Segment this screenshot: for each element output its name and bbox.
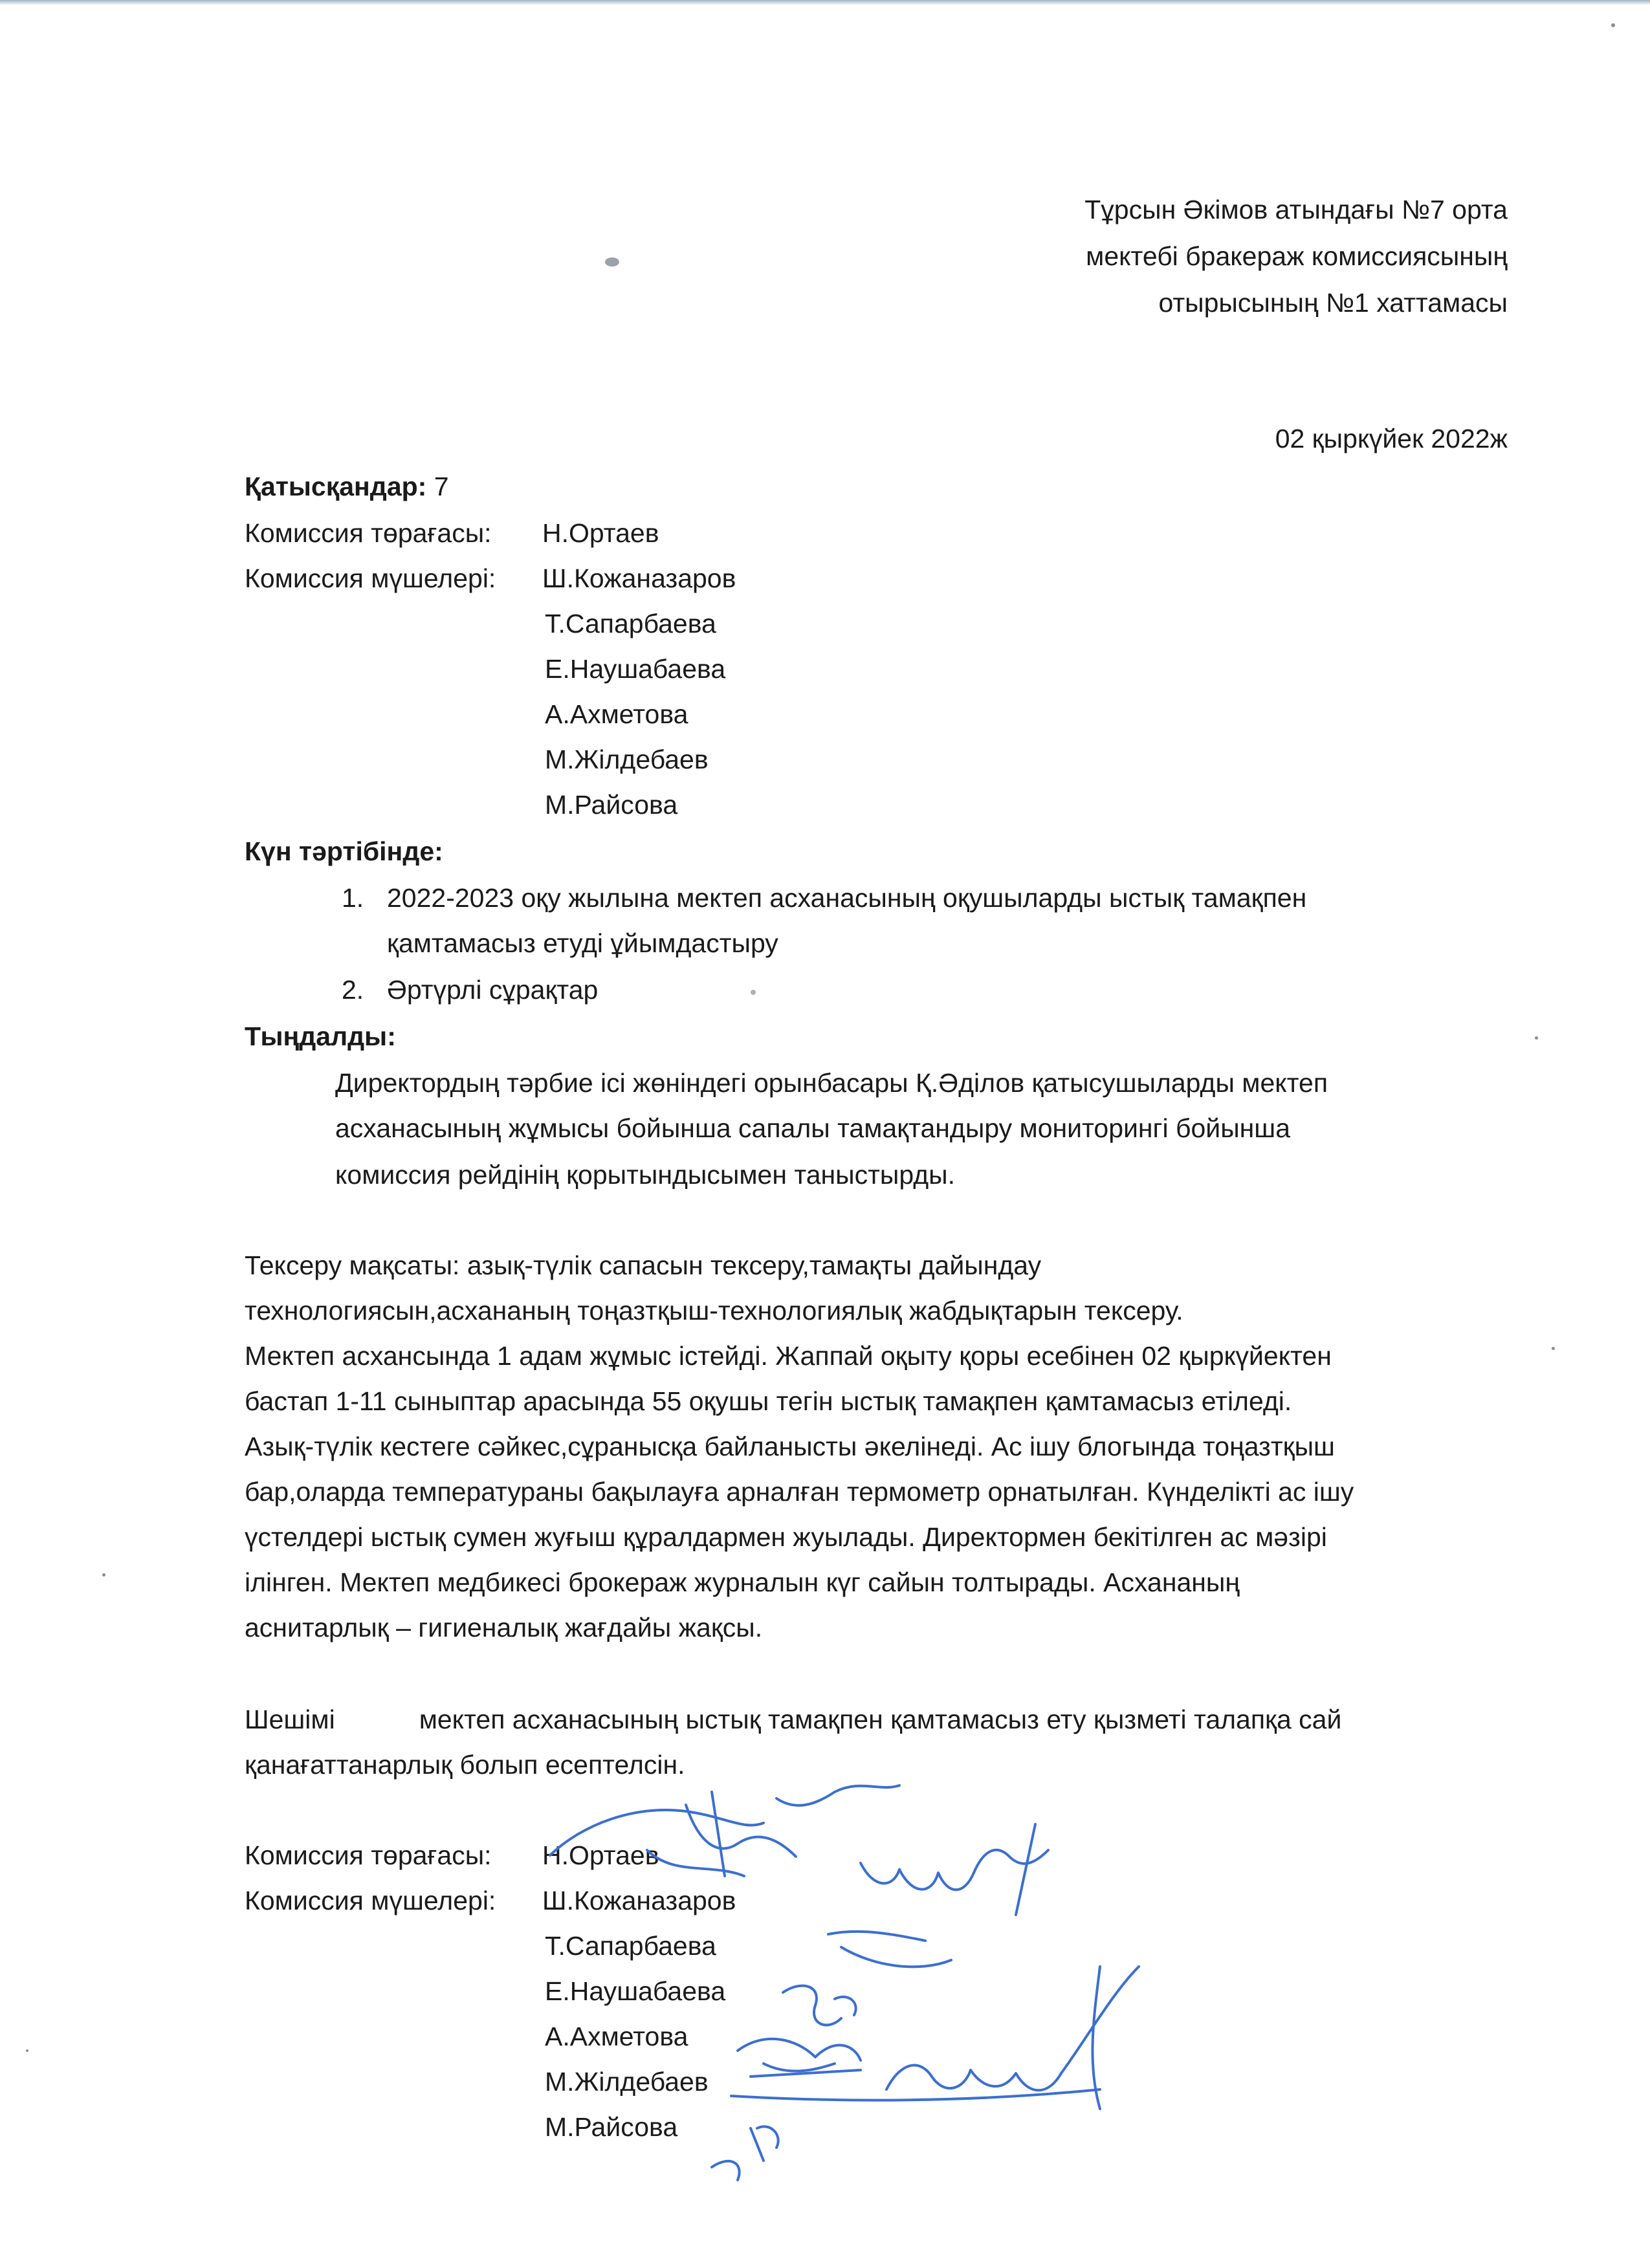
decision-line-1 bbox=[245, 1703, 1341, 1736]
heard-line: комиссия рейдінің қорытындысымен таныстырды. bbox=[335, 1160, 956, 1190]
body-line: технологиясын,асхананың тоңазтқыш-технологиялық жабдықтарын тексеру. bbox=[245, 1296, 1183, 1325]
heard-line: Директордың тәрбие ісі жөніндегі орынбасары Қ.Әділов қатысушыларды мектеп bbox=[335, 1068, 1328, 1098]
body-line: аснитарлық – гигиеналық жағдайы жақсы. bbox=[245, 1613, 763, 1642]
signoff-member-name: Е.Наушабаева bbox=[545, 1976, 726, 2006]
member-name: М.Жілдебаев bbox=[545, 745, 709, 774]
agenda-item-text: 2022-2023 оқу жылына мектеп асханасының оқушыларды ыстық тамақпен bbox=[387, 883, 1307, 913]
scan-speck bbox=[1611, 23, 1615, 27]
member-name: Т.Сапарбаева bbox=[545, 609, 716, 638]
header-line-2: мектебі бракераж комиссиясының bbox=[1086, 241, 1508, 271]
heard-line: асханасының жұмысы бойынша сапалы тамақтандыру мониторингі бойынша bbox=[335, 1113, 1290, 1143]
signoff-member-name: М.Райсова bbox=[545, 2112, 678, 2142]
agenda-item-number: 1. bbox=[342, 883, 364, 913]
agenda-item-number: 2. bbox=[342, 975, 364, 1005]
member-name: А.Ахметова bbox=[545, 699, 688, 729]
decision-text: мектеп асханасының ыстық тамақпен қамтамасыз ету қызметі талапқа сай bbox=[419, 1705, 1342, 1734]
signoff-chair-name: Н.Ортаев bbox=[542, 1840, 659, 1870]
decision-label: Шешімі bbox=[245, 1705, 335, 1734]
attendees-line bbox=[245, 470, 449, 503]
signoff-member-name: М.Жілдебаев bbox=[545, 2067, 709, 2097]
decision-line-2: қанағаттанарлық болып есептелсін. bbox=[245, 1750, 685, 1780]
attendees-count: 7 bbox=[426, 472, 449, 501]
header-line-3: отырысының №1 хаттамасы bbox=[1158, 288, 1508, 318]
body-line: бар,оларда температураны бақылауға арналған термометр орнатылған. Күнделікті ас ішу bbox=[245, 1477, 1354, 1507]
scan-speck bbox=[605, 257, 619, 267]
chair-label: Комиссия төрағасы: bbox=[245, 518, 492, 548]
member-name: Е.Наушабаева bbox=[545, 654, 726, 684]
signoff-chair-label: Комиссия төрағасы: bbox=[245, 1840, 492, 1870]
agenda-item-1 bbox=[342, 881, 1306, 915]
body-line: үстелдері ыстық сумен жуғыш құралдармен жуылады. Директормен бекітілген ас мәзірі bbox=[245, 1522, 1327, 1552]
body-line: ілінген. Мектеп медбикесі брокераж журналын күг сайын толтырады. Асхананың bbox=[245, 1567, 1240, 1597]
agenda-item-1-continued: қамтамасыз етуді ұйымдастыру bbox=[387, 928, 778, 958]
signoff-member-name: Т.Сапарбаева bbox=[545, 1931, 716, 1961]
agenda-item-text: Әртүрлі сұрақтар bbox=[387, 975, 599, 1005]
member-name: Ш.Кожаназаров bbox=[542, 563, 736, 593]
attendees-label: Қатысқандар: bbox=[245, 472, 427, 501]
scan-speck bbox=[102, 1573, 105, 1576]
signoff-member-name: А.Ахметова bbox=[545, 2022, 688, 2051]
heard-label: Тыңдалды: bbox=[245, 1021, 396, 1051]
header-line-1: Тұрсын Әкімов атындағы №7 орта bbox=[1084, 195, 1508, 224]
document-date: 02 қыркүйек 2022ж bbox=[1275, 424, 1508, 453]
agenda-item-2 bbox=[342, 973, 598, 1007]
signoff-members-label: Комиссия мүшелері: bbox=[245, 1886, 496, 1915]
chair-name: Н.Ортаев bbox=[542, 518, 659, 548]
scan-speck bbox=[26, 2049, 28, 2052]
signoff-member-name: Ш.Кожаназаров bbox=[542, 1886, 736, 1915]
body-line: Тексеру мақсаты: азық-түлік сапасын тексеру,тамақты дайындау bbox=[245, 1250, 1042, 1280]
body-line: Азық-түлік кестеге сәйкес,сұранысқа байланысты әкелінеді. Ас ішу блогында тоңазтқыш bbox=[245, 1432, 1335, 1461]
scan-speck bbox=[1535, 1036, 1538, 1040]
body-line: бастап 1-11 сыныптар арасында 55 оқушы тегін ыстық тамақпен қамтамасыз етіледі. bbox=[245, 1386, 1292, 1416]
scan-speck bbox=[751, 990, 756, 995]
member-name: М.Райсова bbox=[545, 790, 678, 820]
body-line: Мектеп асхансында 1 адам жұмыс істейді. Жаппай оқыту қоры есебінен 02 қыркүйектен bbox=[245, 1341, 1332, 1371]
scan-speck bbox=[1552, 1347, 1555, 1350]
agenda-label: Күн тәртібінде: bbox=[245, 836, 443, 866]
members-label: Комиссия мүшелері: bbox=[245, 563, 496, 593]
